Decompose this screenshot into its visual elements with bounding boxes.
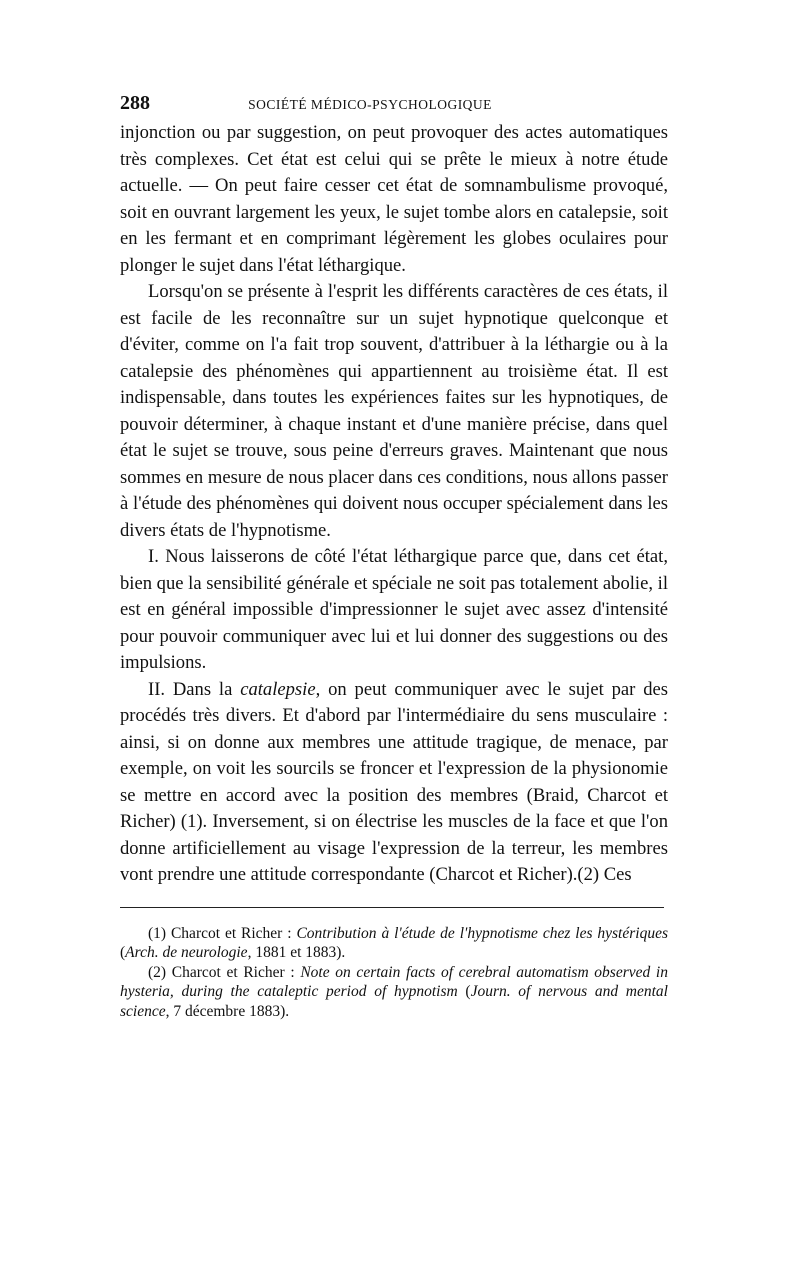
- text-run: (: [120, 944, 126, 961]
- italic-text: Note on certain facts of cerebral automatism observed in hysteria, during the cataleptic period of hypnotism: [120, 963, 668, 1000]
- italic-text: Journ. of nervous and mental science: [120, 983, 668, 1020]
- footnotes: [120, 924, 668, 1022]
- text-run: (1) Charcot et Richer :: [148, 924, 297, 942]
- page: [120, 92, 668, 1021]
- page-number: 288: [120, 92, 150, 114]
- text-run: (: [457, 983, 471, 1000]
- italic-text: catalepsie: [240, 678, 316, 700]
- paragraph: [120, 677, 668, 889]
- paragraph: [120, 120, 668, 279]
- running-title: SOCIÉTÉ MÉDICO-PSYCHOLOGIQUE: [248, 97, 492, 112]
- italic-text: Arch. de neurologie: [125, 944, 248, 961]
- text-run: I. Nous laisserons de côté l'état léthargique parce que, dans cet état, bien que la sensibilité générale et spéciale ne soit pas totalement abolie, il est en général impossible d'impressionner le sujet avec assez d'intensité pour pouvoir communiquer avec lui et lui donner des suggestions ou des impulsions.: [120, 546, 668, 673]
- footnote-divider: [120, 907, 664, 908]
- paragraph: [120, 279, 668, 544]
- footnote: [120, 924, 668, 963]
- text-run: (2) Charcot et Richer :: [148, 963, 301, 981]
- footnote: [120, 963, 668, 1022]
- paragraph: [120, 544, 668, 677]
- text-run: , on peut communiquer avec le sujet par des procédés très divers. Et d'abord par l'intermédiaire du sens musculaire : ainsi, si on donne aux membres une attitude tragique, de menace, par exemple, on voit les sourcils se froncer et l'expression de la physionomie se mettre en accord avec la position des membres (Braid, Charcot et Richer) (1). Inversement, si on électrise les muscles de la face et que l'on donne artificiellement au visage l'expression de la terreur, les membres vont prendre une attitude correspondante (Charcot et Richer).(2) Ces: [120, 678, 668, 885]
- text-run: II. Dans la: [148, 678, 241, 700]
- italic-text: Contribution à l'étude de l'hypnotisme chez les hystériques: [296, 924, 668, 942]
- text-run: , 7 décembre 1883).: [165, 1002, 290, 1020]
- text-run: Lorsqu'on se présente à l'esprit les différents caractères de ces états, il est facile de les reconnaître sur un sujet hypnotique quelconque et d'éviter, comme on l'a fait trop souvent, d'attribuer à la léthargie ou à la catalepsie des phénomènes qui appartiennent au troisième état. Il est indispensable, dans toutes les expériences faites sur les hypnotiques, de pouvoir déterminer, à chaque instant et d'une manière précise, dans quel état le sujet se trouve, sous peine d'erreurs graves. Maintenant que nous sommes en mesure de nous placer dans ces conditions, nous allons passer à l'étude des phénomènes qui doivent nous occuper spécialement dans les divers états de l'hypnotisme.: [120, 281, 668, 541]
- text-run: injonction ou par suggestion, on peut provoquer des actes automatiques très complexes. Cet état est celui qui se prête le mieux à notre étude actuelle. — On peut faire cesser cet état de somnambulisme provoqué, soit en ouvrant largement les yeux, le sujet tombe alors en catalepsie, soit en les fermant et en comprimant légèrement les globes oculaires pour plonger le sujet dans l'état léthargique.: [120, 122, 668, 276]
- text-run: , 1881 et 1883).: [247, 944, 346, 961]
- body-text: [120, 120, 668, 889]
- page-header: [120, 92, 668, 116]
